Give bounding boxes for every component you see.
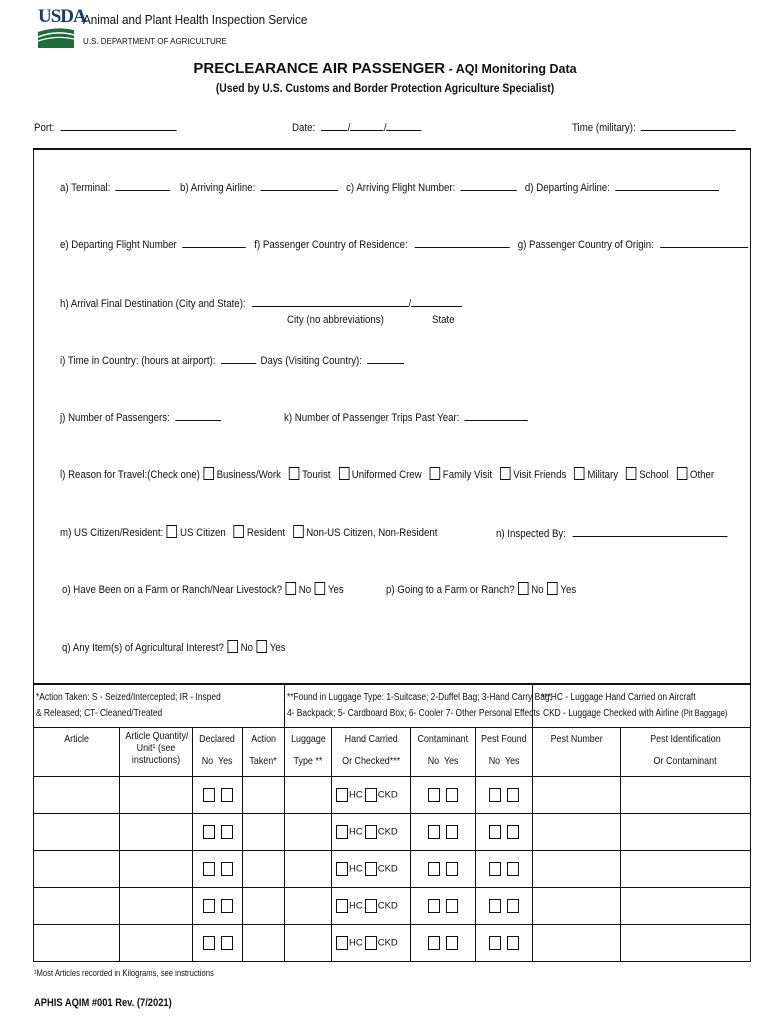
trips-past-year-field — [284, 409, 528, 424]
declared-no-checkbox[interactable] — [203, 899, 215, 913]
header-contaminant-options — [428, 750, 459, 772]
table-body — [34, 777, 751, 962]
header-quantity-line-2: Unit¹ (see — [136, 742, 176, 754]
agricultural-items-no-label: No — [240, 642, 254, 654]
quantity-cell[interactable] — [120, 888, 193, 925]
declared-cell — [193, 851, 243, 888]
article-cell[interactable] — [34, 925, 120, 962]
header-article-label: Article — [64, 733, 89, 745]
ckd-checkbox[interactable] — [365, 788, 377, 802]
quantity-cell[interactable] — [120, 814, 193, 851]
days-visiting-label: Days (Visiting Country): — [260, 355, 362, 367]
hand-carried-cell — [332, 925, 411, 962]
article-cell[interactable] — [34, 814, 120, 851]
header-pest-found-label: Pest Found — [481, 733, 527, 745]
pest-id-cell[interactable] — [621, 925, 751, 962]
resident-checkbox[interactable] — [234, 525, 245, 538]
form-title — [0, 60, 770, 77]
action-cell[interactable] — [243, 888, 285, 925]
ckd-label: CKD — [377, 826, 398, 838]
hand-carried-cell — [332, 777, 411, 814]
action-legend — [34, 684, 285, 728]
pest-found-cell — [476, 851, 533, 888]
visit-friends-label: Visit Friends — [513, 469, 567, 481]
farm-visit-label: o) Have Been on a Farm or Ranch/Near Livestock? — [62, 584, 283, 596]
citizenship-label: m) US Citizen/Resident: — [60, 527, 164, 539]
department-name: U.S. DEPARTMENT OF AGRICULTURE — [83, 37, 227, 46]
declared-yes-checkbox[interactable] — [221, 788, 233, 802]
header-pest-id — [621, 728, 751, 777]
passenger-count-label: j) Number of Passengers: — [60, 412, 170, 424]
destination-slash: / — [408, 298, 412, 310]
arriving-airline-input[interactable] — [261, 179, 338, 191]
non-us-label: Non-US Citizen, Non-Resident — [306, 527, 438, 539]
form-subtitle: (Used by U.S. Customs and Border Protection Agriculture Specialist) — [215, 83, 555, 95]
article-cell[interactable] — [34, 851, 120, 888]
passenger-count-input[interactable] — [175, 409, 221, 421]
going-to-farm-no-label: No — [531, 584, 544, 596]
usda-logo-text: USDA — [38, 6, 86, 27]
agency-name: Animal and Plant Health Inspection Service — [83, 12, 308, 27]
port-label: Port: — [34, 122, 55, 134]
usda-logo-mark — [38, 26, 74, 48]
departing-flight-label: e) Departing Flight Number — [60, 239, 177, 251]
header-pest-found-yes: Yes — [504, 755, 520, 767]
citizenship-field — [60, 525, 437, 539]
school-label: School — [639, 469, 669, 481]
tourist-checkbox[interactable] — [289, 467, 300, 480]
declared-yes-checkbox[interactable] — [221, 825, 233, 839]
carried-legend — [533, 684, 751, 728]
carried-legend-line-2 — [543, 706, 727, 721]
terminal-input[interactable] — [116, 179, 171, 191]
military-label: Military — [587, 469, 619, 481]
declared-no-checkbox[interactable] — [203, 862, 215, 876]
pest-found-no-checkbox[interactable] — [489, 899, 501, 913]
declared-yes-checkbox[interactable] — [221, 936, 233, 950]
other-label: Other — [689, 469, 715, 481]
luggage-cell[interactable] — [285, 777, 332, 814]
contaminant-cell — [411, 851, 476, 888]
header-pest-number-label: Pest Number — [550, 733, 603, 745]
action-cell[interactable] — [243, 777, 285, 814]
pest-found-yes-checkbox[interactable] — [507, 862, 519, 876]
ckd-checkbox[interactable] — [365, 825, 377, 839]
header-pest-id-line-1: Pest Identification — [650, 733, 721, 745]
carried-legend-line-2-main: CKD - Luggage Checked with Airline — [543, 708, 679, 719]
form-title-main: PRECLEARANCE AIR PASSENGER — [193, 60, 446, 77]
pest-found-no-checkbox[interactable] — [489, 862, 501, 876]
ckd-checkbox[interactable] — [365, 862, 377, 876]
hc-checkbox[interactable] — [336, 825, 348, 839]
table-header-row — [34, 728, 751, 777]
state-caption: State — [432, 314, 455, 326]
hc-label: HC — [349, 863, 363, 875]
header-declared-yes: Yes — [218, 755, 233, 767]
article-cell[interactable] — [34, 777, 120, 814]
hc-checkbox[interactable] — [336, 862, 348, 876]
final-destination-label: h) Arrival Final Destination (City and State): — [60, 298, 246, 310]
departing-airline-input[interactable] — [615, 179, 719, 191]
ckd-checkbox[interactable] — [365, 899, 377, 913]
header-action-line-1: Action — [251, 733, 276, 745]
time-label: Time (military): — [572, 122, 636, 134]
header-quantity-line-3: instructions) — [131, 754, 181, 766]
pest-found-cell — [476, 925, 533, 962]
ckd-label: CKD — [377, 789, 398, 801]
inspected-by-label: n) Inspected By: — [496, 528, 566, 540]
hours-at-airport-input[interactable] — [221, 352, 256, 364]
country-residence-input[interactable] — [415, 236, 510, 248]
header-hand-carried — [332, 728, 411, 777]
arriving-flight-input[interactable] — [461, 179, 517, 191]
pest-found-no-checkbox[interactable] — [489, 936, 501, 950]
luggage-legend — [285, 684, 552, 728]
farm-visit-field — [62, 582, 344, 596]
hc-label: HC — [349, 937, 363, 949]
declared-cell — [193, 888, 243, 925]
going-to-farm-yes-label: Yes — [560, 584, 577, 596]
header-luggage — [285, 728, 332, 777]
action-cell[interactable] — [243, 925, 285, 962]
luggage-legend-line-2: 4- Backpack; 5- Cardboard Box; 6- Cooler 7- Other Personal Effects — [287, 708, 540, 719]
going-to-farm-field — [386, 582, 576, 596]
business-checkbox[interactable] — [203, 467, 214, 480]
pest-id-cell[interactable] — [621, 814, 751, 851]
luggage-cell[interactable] — [285, 925, 332, 962]
reason-for-travel-field — [60, 467, 714, 481]
city-caption: City (no abbreviations) — [287, 314, 384, 326]
port-field — [34, 119, 177, 134]
quantity-cell[interactable] — [120, 777, 193, 814]
going-to-farm-label: p) Going to a Farm or Ranch? — [386, 584, 515, 596]
quantity-cell[interactable] — [120, 851, 193, 888]
pest-found-yes-checkbox[interactable] — [507, 825, 519, 839]
declared-no-checkbox[interactable] — [203, 936, 215, 950]
military-checkbox[interactable] — [574, 467, 585, 480]
non-us-checkbox[interactable] — [293, 525, 304, 538]
agricultural-items-yes-label: Yes — [269, 642, 286, 654]
field-row-i — [60, 352, 404, 367]
table-row — [34, 851, 751, 888]
arriving-flight-label: c) Arriving Flight Number: — [346, 182, 456, 194]
header-declared — [193, 728, 243, 777]
agricultural-items-field — [62, 640, 286, 654]
pest-number-cell[interactable] — [533, 851, 621, 888]
ckd-label: CKD — [377, 863, 398, 875]
date-year-input[interactable] — [387, 119, 422, 131]
reason-for-travel-label: l) Reason for Travel:(Check one) — [60, 469, 200, 481]
pest-number-cell[interactable] — [533, 777, 621, 814]
table-row — [34, 777, 751, 814]
time-field — [572, 119, 736, 134]
ckd-checkbox[interactable] — [365, 936, 377, 950]
family-visit-label: Family Visit — [442, 469, 493, 481]
header-pest-found-options — [489, 750, 520, 772]
table-row — [34, 814, 751, 851]
pest-found-yes-checkbox[interactable] — [507, 788, 519, 802]
uniformed-crew-checkbox[interactable] — [339, 467, 350, 480]
declared-cell — [193, 814, 243, 851]
carried-legend-line-2-note: (Pit Baggage) — [681, 708, 728, 718]
article-table — [33, 683, 751, 962]
header-quantity — [120, 728, 193, 777]
carried-legend-line-1: ***HC - Luggage Hand Carried on Aircraft — [541, 692, 696, 703]
action-legend-line-1: *Action Taken: S - Seized/Intercepted; IR - Insped — [36, 692, 221, 703]
farm-visit-no-checkbox[interactable] — [286, 582, 297, 595]
header-contaminant-yes: Yes — [443, 755, 459, 767]
header-luggage-line-2: Type ** — [293, 755, 323, 767]
going-to-farm-yes-checkbox[interactable] — [547, 582, 558, 595]
ckd-label: CKD — [377, 900, 398, 912]
uniformed-crew-label: Uniformed Crew — [351, 469, 422, 481]
usda-logo — [38, 6, 86, 48]
tourist-label: Tourist — [302, 469, 331, 481]
visit-friends-checkbox[interactable] — [500, 467, 511, 480]
hand-carried-cell — [332, 851, 411, 888]
contaminant-no-checkbox[interactable] — [428, 825, 440, 839]
country-origin-label: g) Passenger Country of Origin: — [517, 239, 654, 251]
date-field — [292, 119, 422, 134]
arriving-airline-label: b) Arriving Airline: — [180, 182, 256, 194]
action-cell[interactable] — [243, 814, 285, 851]
inspected-by-field — [496, 525, 727, 540]
pest-found-yes-checkbox[interactable] — [507, 899, 519, 913]
table-row — [34, 925, 751, 962]
family-visit-checkbox[interactable] — [430, 467, 441, 480]
country-origin-input[interactable] — [660, 236, 748, 248]
hc-checkbox[interactable] — [336, 936, 348, 950]
pest-found-cell — [476, 814, 533, 851]
footnote: ¹Most Articles recorded in Kilograms, see instructions — [34, 968, 214, 978]
pest-found-no-checkbox[interactable] — [489, 825, 501, 839]
declared-yes-checkbox[interactable] — [221, 862, 233, 876]
agricultural-items-label: q) Any Item(s) of Agricultural Interest? — [62, 642, 224, 654]
header-pest-number — [533, 728, 621, 777]
quantity-cell[interactable] — [120, 925, 193, 962]
hand-carried-cell — [332, 814, 411, 851]
field-row-a-d — [60, 179, 719, 194]
pest-found-cell — [476, 777, 533, 814]
destination-state-input[interactable] — [411, 295, 462, 307]
contaminant-cell — [411, 777, 476, 814]
hc-checkbox[interactable] — [336, 899, 348, 913]
departing-airline-label: d) Departing Airline: — [524, 182, 610, 194]
header-hand-carried-line-1: Hand Carried — [344, 733, 398, 745]
country-residence-label: f) Passenger Country of Residence: — [254, 239, 408, 251]
luggage-cell[interactable] — [285, 814, 332, 851]
contaminant-yes-checkbox[interactable] — [446, 862, 458, 876]
field-row-e-g — [60, 236, 748, 251]
header-hand-carried-line-2: Or Checked*** — [341, 755, 401, 767]
pest-found-yes-checkbox[interactable] — [507, 936, 519, 950]
date-label: Date: — [292, 122, 316, 134]
departing-flight-input[interactable] — [182, 236, 245, 248]
pest-number-cell[interactable] — [533, 925, 621, 962]
header-contaminant-label: Contaminant — [417, 733, 469, 745]
header-declared-options — [202, 750, 233, 772]
contaminant-yes-checkbox[interactable] — [446, 825, 458, 839]
header-declared-label: Declared — [199, 733, 236, 745]
other-checkbox[interactable] — [677, 467, 688, 480]
declared-cell — [193, 777, 243, 814]
article-cell[interactable] — [34, 888, 120, 925]
contaminant-cell — [411, 814, 476, 851]
trips-past-year-input[interactable] — [465, 409, 528, 421]
pest-id-cell[interactable] — [621, 888, 751, 925]
inspected-by-input[interactable] — [572, 525, 727, 537]
field-row-h — [60, 295, 462, 310]
header-quantity-line-1: Article Quantity/ — [125, 730, 189, 742]
going-to-farm-no-checkbox[interactable] — [518, 582, 529, 595]
action-legend-line-2: & Released; CT- Cleaned/Treated — [36, 708, 163, 719]
pest-number-cell[interactable] — [533, 888, 621, 925]
header-action — [243, 728, 285, 777]
header-declared-no: No — [202, 755, 214, 767]
declared-cell — [193, 925, 243, 962]
date-slash-2: / — [383, 122, 387, 134]
action-cell[interactable] — [243, 851, 285, 888]
declared-no-checkbox[interactable] — [203, 788, 215, 802]
port-input[interactable] — [61, 119, 177, 131]
header-contaminant-no: No — [427, 755, 440, 767]
declared-no-checkbox[interactable] — [203, 825, 215, 839]
hand-carried-cell — [332, 888, 411, 925]
header-luggage-line-1: Luggage — [290, 733, 326, 745]
us-citizen-checkbox[interactable] — [167, 525, 178, 538]
contaminant-no-checkbox[interactable] — [428, 936, 440, 950]
time-input[interactable] — [641, 119, 736, 131]
header-pest-found-no: No — [488, 755, 501, 767]
luggage-cell[interactable] — [285, 888, 332, 925]
pest-id-cell[interactable] — [621, 851, 751, 888]
hc-label: HC — [349, 900, 363, 912]
agricultural-items-no-checkbox[interactable] — [227, 640, 238, 653]
header-pest-id-line-2: Or Contaminant — [653, 755, 718, 767]
header-pest-found — [476, 728, 533, 777]
passenger-count-field — [60, 409, 221, 424]
time-in-country-label: i) Time in Country: (hours at airport): — [60, 355, 216, 367]
pest-id-cell[interactable] — [621, 777, 751, 814]
ckd-label: CKD — [377, 937, 398, 949]
hc-checkbox[interactable] — [336, 788, 348, 802]
luggage-legend-line-1: **Found in Luggage Type: 1-Suitcase; 2-Duffel Bag; 3-Hand Carry Bag; — [287, 692, 552, 703]
days-visiting-input[interactable] — [367, 352, 404, 364]
contaminant-cell — [411, 925, 476, 962]
resident-label: Resident — [246, 527, 286, 539]
farm-visit-no-label: No — [298, 584, 312, 596]
pest-number-cell[interactable] — [533, 814, 621, 851]
header-action-line-2: Taken* — [249, 755, 278, 767]
luggage-cell[interactable] — [285, 851, 332, 888]
header-article — [34, 728, 120, 777]
declared-yes-checkbox[interactable] — [221, 899, 233, 913]
hc-label: HC — [349, 789, 363, 801]
contaminant-yes-checkbox[interactable] — [446, 936, 458, 950]
destination-city-input[interactable] — [252, 295, 409, 307]
contaminant-cell — [411, 888, 476, 925]
pest-found-no-checkbox[interactable] — [489, 788, 501, 802]
us-citizen-label: US Citizen — [180, 527, 226, 539]
hc-label: HC — [349, 826, 363, 838]
pest-found-cell — [476, 888, 533, 925]
terminal-label: a) Terminal: — [60, 182, 111, 194]
form-title-sub: - AQI Monitoring Data — [445, 62, 577, 76]
agricultural-items-yes-checkbox[interactable] — [257, 640, 268, 653]
business-label: Business/Work — [216, 469, 281, 481]
contaminant-yes-checkbox[interactable] — [446, 788, 458, 802]
table-row — [34, 888, 751, 925]
trips-past-year-label: k) Number of Passenger Trips Past Year: — [284, 412, 460, 424]
date-month-input[interactable] — [321, 119, 347, 131]
date-slash-1: / — [347, 122, 351, 134]
contaminant-no-checkbox[interactable] — [428, 788, 440, 802]
farm-visit-yes-label: Yes — [327, 584, 344, 596]
form-id: APHIS AQIM #001 Rev. (7/2021) — [34, 997, 172, 1009]
contaminant-no-checkbox[interactable] — [428, 862, 440, 876]
contaminant-yes-checkbox[interactable] — [446, 899, 458, 913]
school-checkbox[interactable] — [626, 467, 637, 480]
date-day-input[interactable] — [350, 119, 383, 131]
farm-visit-yes-checkbox[interactable] — [315, 582, 326, 595]
header-contaminant — [411, 728, 476, 777]
contaminant-no-checkbox[interactable] — [428, 899, 440, 913]
